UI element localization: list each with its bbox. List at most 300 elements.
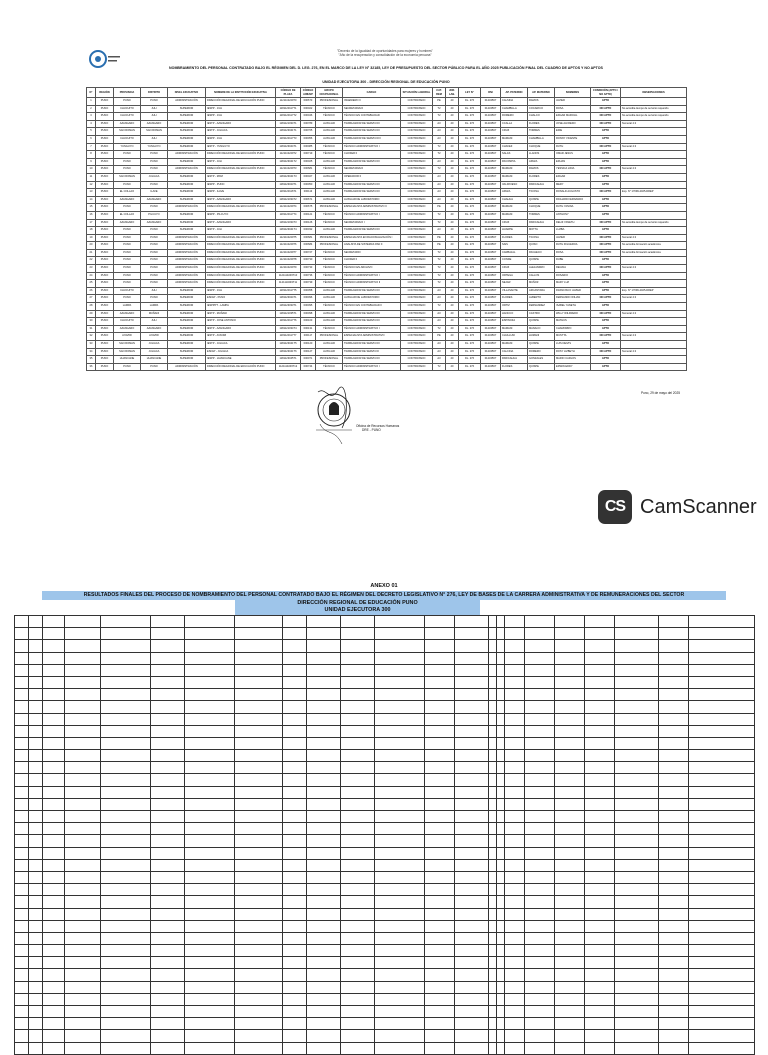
grid-cell: [235, 664, 283, 676]
grid-cell: [659, 774, 689, 786]
table-cell: ADMINISTRACIÓN: [168, 151, 206, 159]
table-cell: DL. 276: [459, 105, 481, 113]
table-cell: SUPERIOR: [168, 341, 206, 349]
grid-cell: [615, 701, 659, 713]
table-cell: RICHARD FERNANDO: [555, 196, 591, 204]
grid-cell: [615, 920, 659, 932]
table-cell: SUPERIOR: [168, 295, 206, 303]
grid-cell: [525, 920, 555, 932]
table-cell: ADMINISTRACIÓN: [168, 257, 206, 265]
table-cell: SALAS: [501, 151, 528, 159]
table-row: [87, 325, 687, 333]
table-cell: 16: [87, 211, 96, 219]
table-cell: TÉCNICO: [316, 113, 343, 121]
grid-cell: [505, 701, 525, 713]
grid-cell: [65, 896, 101, 908]
grid-row: [15, 932, 755, 944]
grid-cell: [43, 920, 65, 932]
table-cell: DIRECCIÓN REGIONAL DE EDUCACIÓN PUNO: [206, 272, 276, 280]
grid-cell: [505, 847, 525, 859]
table-cell: MUSTTA: [555, 333, 591, 341]
grid-cell: [497, 811, 505, 823]
grid-cell: [341, 969, 375, 981]
grid-cell: [615, 786, 659, 798]
grid-cell: [15, 664, 29, 676]
grid-cell: [65, 725, 101, 737]
grid-cell: [425, 957, 455, 969]
grid-cell: [497, 884, 505, 896]
table-cell: CHAMBILLA: [528, 135, 555, 143]
table-cell: PUNO: [96, 295, 114, 303]
grid-cell: [689, 823, 755, 835]
table-cell: PUNO: [96, 356, 114, 364]
grid-cell: [555, 993, 585, 1005]
table-row: [87, 181, 687, 189]
grid-cell: [555, 835, 585, 847]
table-cell: DL. 276: [459, 303, 481, 311]
table-cell: 40: [446, 196, 459, 204]
table-cell: IESPPPT - LAMPA: [206, 303, 276, 311]
table-cell: PUNO: [96, 287, 114, 295]
grid-cell: [425, 896, 455, 908]
grid-cell: [659, 835, 689, 847]
table-cell: Numeral 4.3: [621, 333, 687, 341]
grid-cell: [185, 750, 235, 762]
grid-cell: [307, 847, 341, 859]
grid-cell: [497, 945, 505, 957]
grid-cell: [555, 932, 585, 944]
grid-cell: [615, 969, 659, 981]
grid-cell: [489, 957, 497, 969]
table-cell: 000095: [301, 303, 316, 311]
table-cell: SUPERIOR: [168, 303, 206, 311]
table-cell: CONTRATADO: [401, 280, 433, 288]
table-cell: 01234567: [481, 211, 501, 219]
table-row: [87, 227, 687, 235]
grid-cell: [65, 981, 101, 993]
grid-cell: [307, 993, 341, 1005]
table-cell: 18: [87, 227, 96, 235]
table-cell: APTO: [591, 318, 621, 326]
table-cell: 1181121034T2: [276, 196, 301, 204]
table-cell: SUPERIOR: [168, 333, 206, 341]
table-cell: A3: [433, 158, 446, 166]
table-cell: Numeral 4.3: [621, 166, 687, 174]
grid-cell: [151, 811, 185, 823]
grid-cell: [497, 664, 505, 676]
table-cell: DL. 276: [459, 295, 481, 303]
grid-cell: [525, 1006, 555, 1018]
grid-cell: [689, 884, 755, 896]
grid-cell: [659, 932, 689, 944]
table-cell: DIRECCIÓN REGIONAL DE EDUCACIÓN PUNO: [206, 363, 276, 371]
table-cell: 40: [446, 173, 459, 181]
grid-cell: [425, 932, 455, 944]
grid-cell: [425, 676, 455, 688]
table-cell: DIRECCIÓN REGIONAL DE EDUCACIÓN PUNO: [206, 204, 276, 212]
table-cell: HUMANI: [528, 333, 555, 341]
table-cell: 36: [87, 363, 96, 371]
table-cell: 1121113249T7: [276, 249, 301, 257]
table-cell: 000032: [301, 227, 316, 235]
grid-cell: [185, 859, 235, 871]
column-header: CÓDIGO AIRHSP: [301, 88, 316, 98]
table-cell: 19: [87, 234, 96, 242]
column-header: OBSERVACIONES: [621, 88, 687, 98]
grid-cell: [185, 774, 235, 786]
table-cell: DL. 276: [459, 249, 481, 257]
table-cell: TRABAJADOR DE SERVICIO I: [343, 158, 401, 166]
table-cell: PUNO: [141, 151, 168, 159]
table-cell: PUNO: [96, 318, 114, 326]
table-cell: 01234567: [481, 310, 501, 318]
table-cell: 1181123117T5: [276, 287, 301, 295]
grid-cell: [101, 908, 151, 920]
grid-cell: [489, 859, 497, 871]
grid-cell: [15, 945, 29, 957]
table-cell: RAMOS: [528, 166, 555, 174]
grid-cell: [15, 750, 29, 762]
grid-cell: [489, 786, 497, 798]
grid-cell: [43, 640, 65, 652]
grid-cell: [689, 896, 755, 908]
table-cell: CONTRATADO: [401, 234, 433, 242]
table-cell: AUXILIAR: [316, 181, 343, 189]
table-cell: DL. 276: [459, 158, 481, 166]
table-cell: DIRECCIÓN REGIONAL DE EDUCACIÓN PUNO: [206, 280, 276, 288]
table-cell: 000103: [301, 318, 316, 326]
table-cell: ESPECIALISTA ADMINISTRATIVO II: [343, 204, 401, 212]
table-cell: 01234567: [481, 105, 501, 113]
table-cell: T2: [433, 303, 446, 311]
table-cell: PUNO: [96, 257, 114, 265]
grid-cell: [65, 676, 101, 688]
grid-cell: [235, 652, 283, 664]
table-cell: MERY: [555, 181, 591, 189]
table-cell: DIRECCIÓN REGIONAL DE EDUCACIÓN PUNO: [206, 166, 276, 174]
grid-cell: [497, 750, 505, 762]
table-cell: 40: [446, 287, 459, 295]
table-cell: APTO: [591, 158, 621, 166]
table-cell: CONTRATADO: [401, 287, 433, 295]
table-cell: PUNO: [96, 310, 114, 318]
table-cell: CONTRATADO: [401, 151, 433, 159]
grid-cell: [101, 1042, 151, 1054]
table-cell: DL. 276: [459, 196, 481, 204]
table-cell: DL. 276: [459, 135, 481, 143]
table-cell: ILAVE: [141, 189, 168, 197]
table-cell: SUPERIOR: [168, 105, 206, 113]
grid-cell: [689, 835, 755, 847]
grid-cell: [615, 859, 659, 871]
table-cell: T2: [433, 257, 446, 265]
grid-cell: [689, 847, 755, 859]
table-cell: PUNO: [141, 280, 168, 288]
grid-cell: [283, 750, 307, 762]
table-cell: 40: [446, 219, 459, 227]
grid-cell: [505, 786, 525, 798]
table-cell: PARICAHUA: [528, 181, 555, 189]
table-cell: TRABAJADOR DE SERVICIO I: [343, 318, 401, 326]
table-cell: 01234567: [481, 158, 501, 166]
table-cell: [621, 181, 687, 189]
table-cell: 01234567: [481, 113, 501, 121]
column-header: CARGO: [343, 88, 401, 98]
grid-cell: [101, 920, 151, 932]
grid-cell: [585, 640, 615, 652]
table-cell: 1181123041T2: [276, 158, 301, 166]
table-cell: MARY LUZ: [555, 280, 591, 288]
grid-cell: [555, 640, 585, 652]
grid-cell: [235, 616, 283, 628]
table-cell: PUNO: [96, 325, 114, 333]
grid-cell: [489, 628, 497, 640]
table-cell: MUÑANI: [141, 310, 168, 318]
table-cell: FRANCISCO JAVIER: [555, 287, 591, 295]
grid-cell: [307, 786, 341, 798]
grid-cell: [29, 896, 43, 908]
column-header: PROVINCIA: [114, 88, 141, 98]
grid-cell: [43, 737, 65, 749]
grid-cell: [151, 981, 185, 993]
grid-cell: [585, 811, 615, 823]
grid-cell: [689, 920, 755, 932]
grid-cell: [151, 1006, 185, 1018]
table-cell: PUNO: [96, 181, 114, 189]
grid-cell: [555, 811, 585, 823]
table-cell: TÉCNICO: [316, 257, 343, 265]
table-cell: 10: [87, 166, 96, 174]
table-cell: OMAR JESUS: [555, 151, 591, 159]
grid-cell: [43, 957, 65, 969]
table-row: [87, 265, 687, 273]
grid-cell: [307, 908, 341, 920]
grid-cell: [29, 750, 43, 762]
grid-cell: [489, 725, 497, 737]
column-header: JOR. LAB.: [446, 88, 459, 98]
table-row: [87, 219, 687, 227]
grid-cell: [489, 871, 497, 883]
table-cell: REGINA: [555, 265, 591, 273]
date-line: Puno, 29 de mayo del 2025: [641, 391, 680, 395]
table-cell: A3: [433, 341, 446, 349]
table-row: [87, 318, 687, 326]
grid-row: [15, 1042, 755, 1054]
mottos: [300, 49, 470, 57]
table-cell: 40: [446, 120, 459, 128]
grid-cell: [375, 871, 425, 883]
grid-cell: [101, 957, 151, 969]
table-cell: JULI: [141, 105, 168, 113]
table-cell: PUNO: [96, 219, 114, 227]
grid-cell: [29, 823, 43, 835]
table-cell: PUNO: [96, 227, 114, 235]
grid-cell: [425, 847, 455, 859]
grid-cell: [43, 676, 65, 688]
grid-cell: [525, 701, 555, 713]
grid-cell: [585, 652, 615, 664]
grid-cell: [43, 628, 65, 640]
table-cell: IESTP - JULI: [206, 227, 276, 235]
table-cell: [621, 341, 687, 349]
table-cell: CHOQUE: [528, 143, 555, 151]
results-banner: RESULTADOS FINALES DEL PROCESO DE NOMBRAMIENTO DEL PERSONAL CONTRATADO BAJO EL RÉGIMEN DEL DECRETO LEGISLATIVO N° 276, LEY DE BASES DE LA CARRERA ADMINISTRATIVA Y DE REMUNERACIONES DEL SECTOR: [42, 591, 726, 600]
table-cell: MAMANI: [501, 135, 528, 143]
grid-cell: [555, 628, 585, 640]
grid-cell: [341, 920, 375, 932]
table-cell: 1181123041T4: [276, 227, 301, 235]
grid-cell: [151, 835, 185, 847]
grid-cell: [101, 701, 151, 713]
grid-cell: [489, 750, 497, 762]
grid-cell: [65, 823, 101, 835]
grid-cell: [341, 652, 375, 664]
table-cell: IESTP - JOSE ANTONIO: [206, 318, 276, 326]
table-cell: MAMANI: [501, 325, 528, 333]
table-cell: 1121113249T6: [276, 242, 301, 250]
grid-cell: [689, 859, 755, 871]
table-cell: CRUZ: [501, 128, 528, 136]
grid-cell: [65, 920, 101, 932]
grid-cell: [15, 737, 29, 749]
table-cell: IESTP - YUNGUYO: [206, 143, 276, 151]
table-cell: SUPERIOR: [168, 325, 206, 333]
table-cell: 40: [446, 318, 459, 326]
table-cell: 01234567: [481, 280, 501, 288]
table-cell: TÉCNICO: [316, 211, 343, 219]
grid-cell: [615, 628, 659, 640]
grid-cell: [375, 835, 425, 847]
grid-cell: [307, 725, 341, 737]
grid-cell: [151, 932, 185, 944]
grid-cell: [185, 835, 235, 847]
grid-cell: [659, 750, 689, 762]
table-cell: ROSA: [555, 105, 591, 113]
grid-cell: [15, 884, 29, 896]
grid-cell: [15, 847, 29, 859]
grid-cell: [101, 1030, 151, 1042]
table-cell: PUNO: [96, 143, 114, 151]
table-cell: DIRECCIÓN REGIONAL DE EDUCACIÓN PUNO: [206, 242, 276, 250]
grid-cell: [307, 774, 341, 786]
grid-cell: [525, 981, 555, 993]
table-cell: CONTRATADO: [401, 227, 433, 235]
table-cell: 40: [446, 166, 459, 174]
table-cell: 01234567: [481, 272, 501, 280]
table-cell: DL. 276: [459, 341, 481, 349]
table-row: [87, 151, 687, 159]
table-cell: PUNO: [96, 189, 114, 197]
grid-cell: [101, 786, 151, 798]
grid-cell: [341, 750, 375, 762]
table-cell: RUTH FIGUEROA: [555, 242, 591, 250]
table-cell: QUISO: [528, 242, 555, 250]
grid-cell: [15, 908, 29, 920]
grid-cell: [505, 798, 525, 810]
grid-cell: [65, 640, 101, 652]
table-cell: LUZBA: [555, 227, 591, 235]
grid-cell: [185, 969, 235, 981]
table-cell: ESPECIALISTA EN RACIONALIZACIÓN I: [343, 234, 401, 242]
table-cell: PILCUYO: [141, 211, 168, 219]
table-cell: MAMANI: [501, 341, 528, 349]
grid-cell: [615, 811, 659, 823]
table-cell: 1181121035T1: [276, 310, 301, 318]
grid-cell: [43, 701, 65, 713]
grid-cell: [659, 798, 689, 810]
grid-cell: [283, 908, 307, 920]
table-cell: 11: [87, 173, 96, 181]
table-cell: APAZA: [528, 158, 555, 166]
table-cell: 1181123041T6: [276, 348, 301, 356]
table-cell: PUNO: [96, 303, 114, 311]
table-cell: 01234567: [481, 234, 501, 242]
table-cell: 40: [446, 143, 459, 151]
grid-cell: [151, 1030, 185, 1042]
table-cell: 000744: [301, 363, 316, 371]
table-cell: 000025: [301, 158, 316, 166]
table-cell: CONTRATADO: [401, 265, 433, 273]
grid-cell: [497, 616, 505, 628]
table-cell: IESPP - JULI: [206, 105, 276, 113]
grid-cell: [101, 1006, 151, 1018]
grid-cell: [659, 786, 689, 798]
grid-cell: [689, 652, 755, 664]
grid-cell: [29, 1030, 43, 1042]
table-cell: 1121113249T4: [276, 204, 301, 212]
grid-cell: [425, 689, 455, 701]
table-cell: PUNO: [96, 151, 114, 159]
grid-cell: [525, 1030, 555, 1042]
table-cell: EL COLLAO: [114, 189, 141, 197]
table-cell: 000733: [301, 265, 316, 273]
grid-cell: [425, 993, 455, 1005]
grid-cell: [341, 798, 375, 810]
grid-cell: [43, 798, 65, 810]
grid-cell: [341, 811, 375, 823]
table-row: [87, 158, 687, 166]
grid-cell: [489, 701, 497, 713]
table-cell: SUPERIOR: [168, 318, 206, 326]
grid-cell: [505, 652, 525, 664]
grid-cell: [555, 957, 585, 969]
table-cell: No acredita formación académica: [621, 242, 687, 250]
grid-cell: [425, 713, 455, 725]
grid-cell: [151, 993, 185, 1005]
table-row: [87, 211, 687, 219]
table-cell: ANALISTA DE SISTEMAS PAD II: [343, 242, 401, 250]
grid-cell: [185, 981, 235, 993]
table-row: [87, 356, 687, 364]
signature-office-line: DRE - PUNO: [362, 428, 381, 433]
table-cell: 000131: [301, 325, 316, 333]
grid-cell: [43, 1006, 65, 1018]
grid-cell: [489, 835, 497, 847]
grid-cell: [101, 798, 151, 810]
grid-cell: [65, 798, 101, 810]
table-cell: ANTHONY: [555, 211, 591, 219]
table-cell: CHOFER II: [343, 257, 401, 265]
table-cell: MAMANI: [501, 211, 528, 219]
table-cell: 000022: [301, 105, 316, 113]
grid-cell: [151, 823, 185, 835]
grid-cell: [235, 762, 283, 774]
table-cell: ALBERTO: [528, 295, 555, 303]
grid-cell: [65, 628, 101, 640]
table-cell: IESTP - JULI: [206, 158, 276, 166]
table-cell: DL. 276: [459, 113, 481, 121]
table-cell: 01234567: [481, 143, 501, 151]
